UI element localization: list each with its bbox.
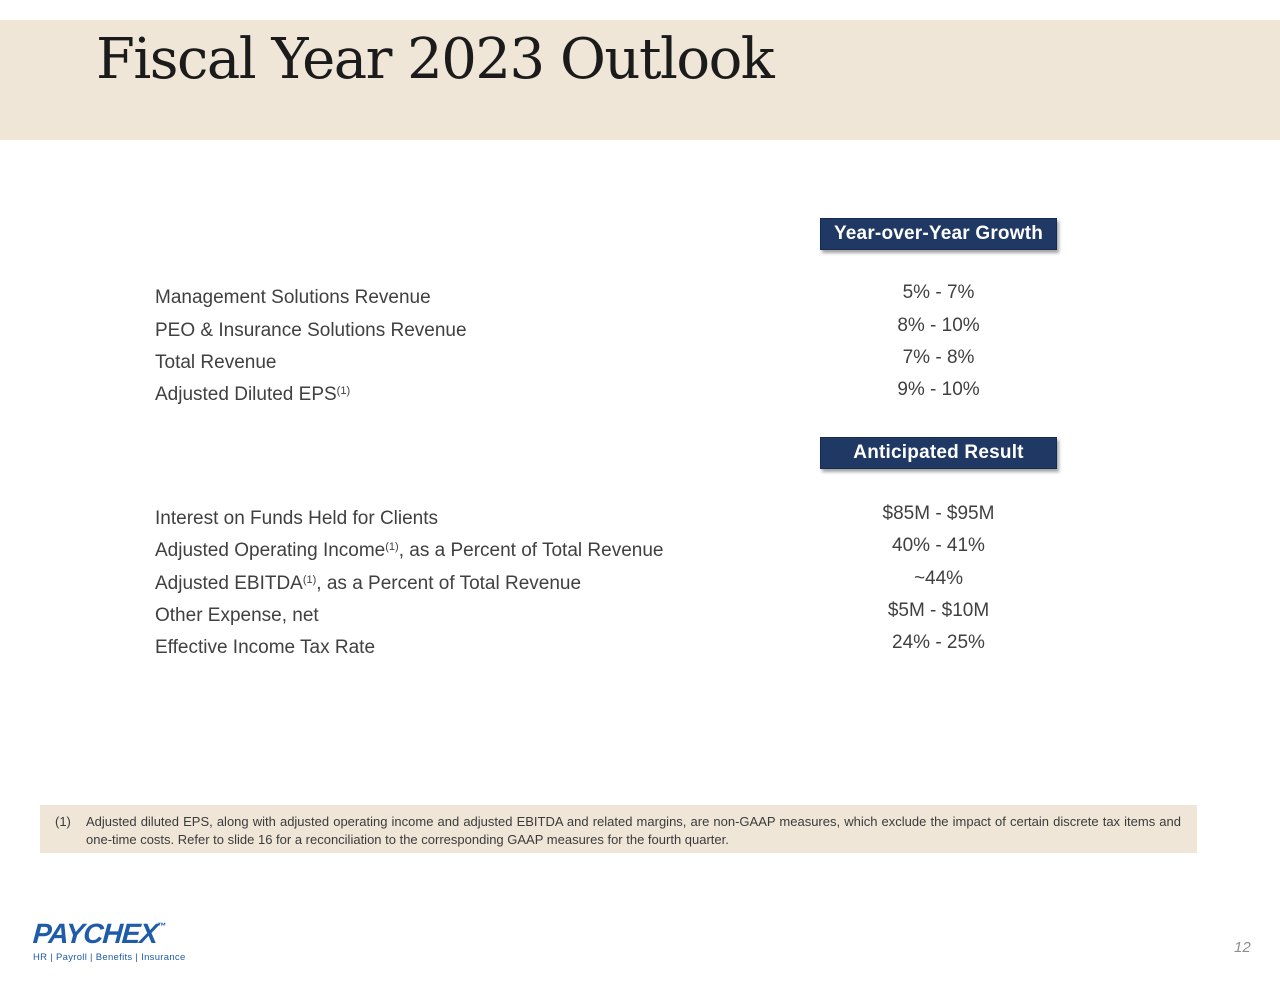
row-label-suffix: , as a Percent of Total Revenue [316, 573, 582, 594]
row-label [155, 508, 438, 530]
paychex-logo-wordmark: PAYCHEX [31, 918, 159, 949]
row-label [155, 287, 431, 309]
row-value: 5% - 7% [902, 282, 975, 303]
footnote-ref: (1) [302, 574, 317, 586]
table-row [0, 379, 1100, 410]
row-label [155, 352, 276, 374]
row-value: 9% - 10% [897, 379, 980, 400]
paychex-logo [33, 919, 186, 963]
row-label [155, 605, 319, 627]
row-label-text: Adjusted Operating Income [155, 540, 386, 561]
row-value: 40% - 41% [892, 535, 985, 556]
paychex-logo-tagline: HR | Payroll | Benefits | Insurance [33, 952, 186, 963]
row-value: $85M - $95M [882, 503, 995, 524]
row-label-text: Adjusted EBITDA [155, 573, 303, 594]
row-label-suffix: , as a Percent of Total Revenue [398, 540, 664, 561]
footnote-ref: (1) [385, 541, 399, 553]
table-row [0, 347, 1100, 378]
row-label-text: Other Expense, net [155, 605, 319, 626]
table-row [0, 632, 1100, 663]
row-label-text: Interest on Funds Held for Clients [155, 508, 439, 529]
footnote-text: Adjusted diluted EPS, along with adjusted operating income and adjusted EBITDA and related margins, are non-GAAP measures, which exclude the impact of certain discrete tax items and one-time costs. Refer to slide 16 for a reconciliation to the corresponding GAAP measures for the fourth quarter. [86, 814, 1181, 847]
table-row [0, 568, 1100, 599]
row-label-text: Effective Income Tax Rate [155, 637, 376, 658]
row-label-text: Adjusted Diluted EPS [155, 384, 337, 405]
row-value: 8% - 10% [897, 315, 980, 336]
table-row [0, 315, 1100, 346]
footnote-band [40, 805, 1197, 853]
growth-section-header-label: Year-over-Year Growth [833, 223, 1044, 244]
row-label-text: PEO & Insurance Solutions Revenue [155, 320, 467, 341]
table-row [0, 282, 1100, 313]
page-number: 12 [1234, 939, 1251, 956]
row-value: 24% - 25% [892, 632, 985, 653]
growth-section-header [820, 218, 1057, 250]
table-row [0, 600, 1100, 631]
table-row [0, 535, 1100, 566]
row-label-text: Management Solutions Revenue [155, 287, 431, 308]
row-value: ~44% [913, 568, 964, 589]
trademark-symbol: ™ [157, 921, 167, 931]
row-label-text: Total Revenue [155, 352, 277, 373]
result-section-header-label: Anticipated Result [853, 442, 1024, 463]
row-label [155, 573, 581, 595]
footnote-marker: (1) [55, 814, 71, 829]
table-row [0, 503, 1100, 534]
row-label [155, 637, 375, 659]
row-label [155, 384, 350, 406]
row-value: $5M - $10M [887, 600, 990, 621]
footnote-ref: (1) [336, 385, 351, 397]
result-section-header [820, 437, 1057, 469]
row-label [155, 320, 467, 342]
row-value: 7% - 8% [902, 347, 975, 368]
page-title: Fiscal Year 2023 Outlook [96, 27, 774, 92]
row-label [155, 540, 663, 562]
